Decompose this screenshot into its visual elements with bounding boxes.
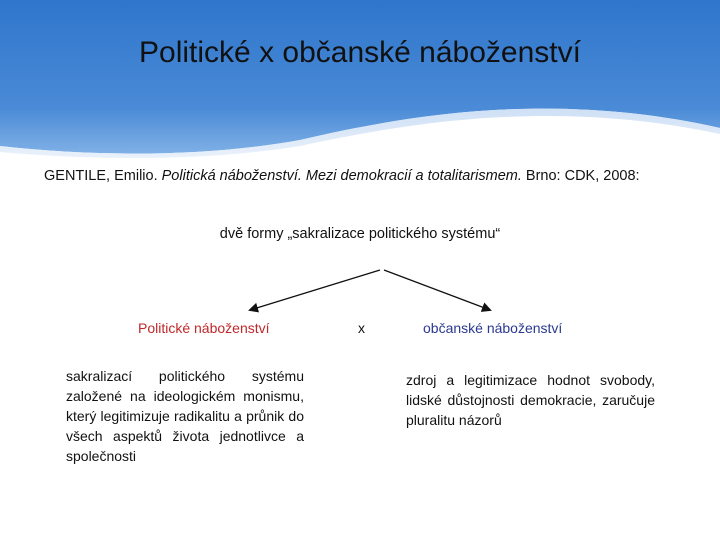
reference-book-title: Politická náboženství. Mezi demokracií a totalitarismem. <box>161 168 522 184</box>
separator-x: x <box>358 320 365 336</box>
political-religion-description: sakralizací politického systému založené na ideologickém monismu, který legitimizuje radikalitu a průnik do všech aspektů života jednotlivce a společnosti <box>66 368 304 464</box>
reference-publisher: Brno: CDK, 2008: <box>525 168 640 184</box>
arrow-left <box>250 270 380 310</box>
civil-religion-description: zdroj a legitimizace hodnot svobody, lidské důstojnosti demokracie, zaručuje pluralitu názorů <box>406 372 655 428</box>
arrow-right <box>384 270 490 310</box>
reference-author: GENTILE, Emilio. <box>44 168 158 184</box>
civil-religion-label: občanské náboženství <box>423 320 563 336</box>
political-religion-label: Politické náboženství <box>138 320 270 336</box>
diagram-subtitle: dvě formy „sakralizace politického systému“ <box>219 226 501 242</box>
slide-title: Politické x občanské náboženství <box>139 36 581 69</box>
